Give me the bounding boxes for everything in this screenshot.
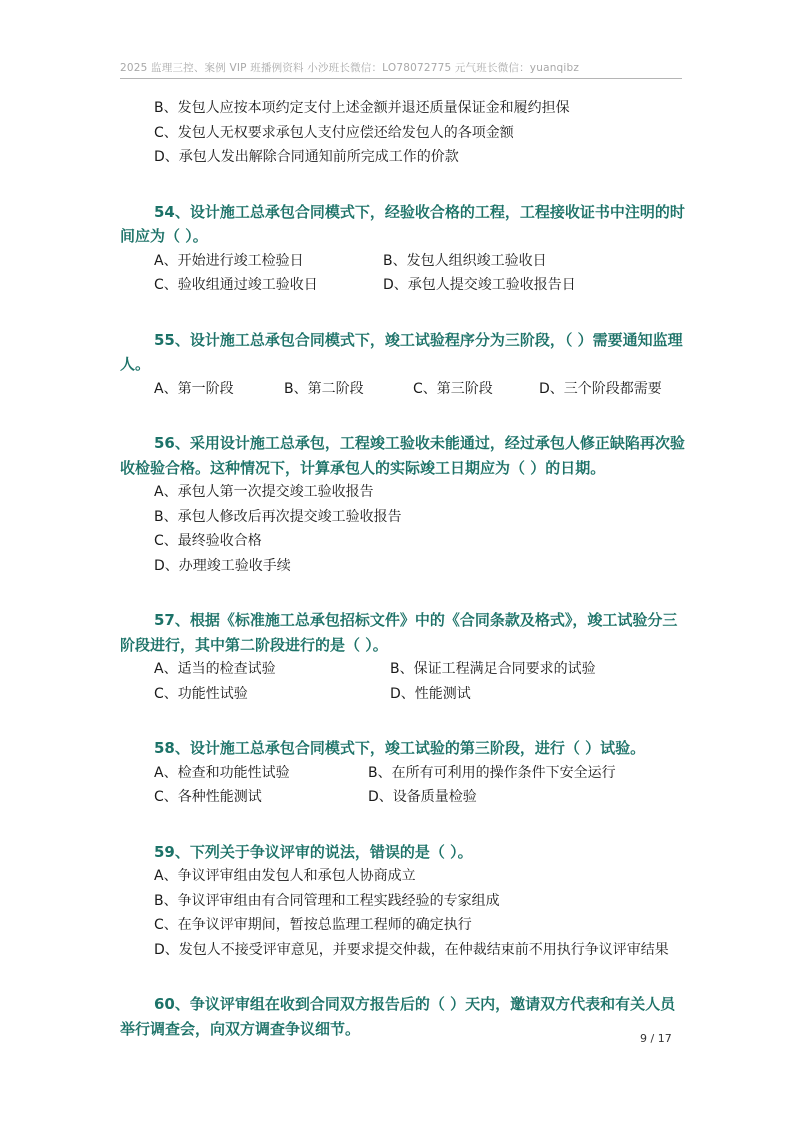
question-58 — [120, 736, 686, 810]
option: B、承包人修改后再次提交竣工验收报告 — [154, 508, 402, 525]
option: B、在所有可利用的操作条件下安全运行 — [368, 764, 616, 781]
question-56 — [120, 431, 686, 578]
option-row — [120, 273, 686, 298]
option: D、发包人不接受评审意见，并要求提交仲裁，在仲裁结束前不用执行争议评审结果 — [154, 941, 669, 958]
option: B、发包人组织竣工验收日 — [383, 252, 547, 269]
question-54 — [120, 200, 686, 298]
option-row — [120, 785, 686, 810]
option: C、第三阶段 — [413, 380, 493, 397]
option: B、争议评审组由有合同管理和工程实践经验的专家组成 — [154, 892, 500, 909]
option: C、验收组通过竣工验收日 — [154, 277, 318, 293]
option: C、最终验收合格 — [154, 533, 262, 549]
question-stem: 55、设计施工总承包合同模式下，竣工试验程序分为三阶段，（ ）需要通知监理人。 — [120, 330, 683, 373]
question-stem: 57、根据《标准施工总承包招标文件》中的《合同条款及格式》，竣工试验分三阶段进行，其中第二阶段进行的是（ ）。 — [120, 611, 678, 654]
option: B、第二阶段 — [284, 380, 364, 397]
option-row — [120, 761, 686, 786]
option-row — [120, 249, 686, 274]
option-row — [120, 657, 686, 682]
option: A、争议评审组由发包人和承包人协商成立 — [154, 868, 416, 884]
header-divider — [120, 78, 682, 79]
option: B、保证工程满足合同要求的试验 — [390, 661, 596, 677]
option: A、承包人第一次提交竣工验收报告 — [154, 484, 374, 500]
option: D、三个阶段都需要 — [539, 380, 662, 397]
question-stem: 59、下列关于争议评审的说法，错误的是（ ）。 — [154, 842, 473, 861]
document-body — [120, 96, 686, 1071]
option: C、各种性能测试 — [154, 789, 262, 805]
option: A、开始进行竣工检验日 — [154, 252, 304, 269]
option: D、办理竣工验收手续 — [154, 557, 291, 574]
option: D、承包人提交竣工验收报告日 — [383, 277, 576, 293]
question-stem: 58、设计施工总承包合同模式下，竣工试验的第三阶段，进行（ ）试验。 — [154, 739, 646, 757]
question-59 — [120, 840, 686, 963]
option: A、第一阶段 — [154, 380, 234, 397]
option: A、适当的检查试验 — [154, 661, 276, 677]
option: A、检查和功能性试验 — [154, 764, 290, 781]
option: D、承包人发出解除合同通知前所完成工作的价款 — [154, 149, 459, 165]
question-stem: 56、采用设计施工总承包，工程竣工验收未能通过，经过承包人修正缺陷再次验收检验合格。这种情况下，计算承包人的实际竣工日期应为（ ）的日期。 — [120, 434, 685, 477]
option: C、发包人无权要求承包人支付应偿还给发包人的各项金额 — [154, 124, 514, 141]
question-continuation — [120, 96, 686, 170]
page-number: 9 / 17 — [640, 1032, 672, 1045]
option: D、性能测试 — [390, 685, 471, 702]
question-60 — [120, 992, 686, 1041]
question-55 — [120, 328, 686, 402]
option: C、在争议评审期间，暂按总监理工程师的确定执行 — [154, 917, 472, 933]
question-57 — [120, 608, 686, 706]
question-stem: 54、设计施工总承包合同模式下，经验收合格的工程，工程接收证书中注明的时间应为（ ）。 — [120, 202, 685, 245]
option: B、发包人应按本项约定支付上述金额并退还质量保证金和履约担保 — [154, 100, 570, 116]
option: C、功能性试验 — [154, 685, 248, 702]
option: D、设备质量检验 — [368, 789, 477, 805]
option-row — [120, 682, 686, 707]
question-stem: 60、争议评审组在收到合同双方报告后的（ ）天内，邀请双方代表和有关人员举行调查会，向双方调查争议细节。 — [120, 995, 676, 1038]
page-header: 2025 监理三控、案例 VIP 班播例资料 小沙班长微信：LO78072775 元气班长微信：yuanqibz — [120, 62, 580, 74]
option-row — [120, 377, 686, 402]
